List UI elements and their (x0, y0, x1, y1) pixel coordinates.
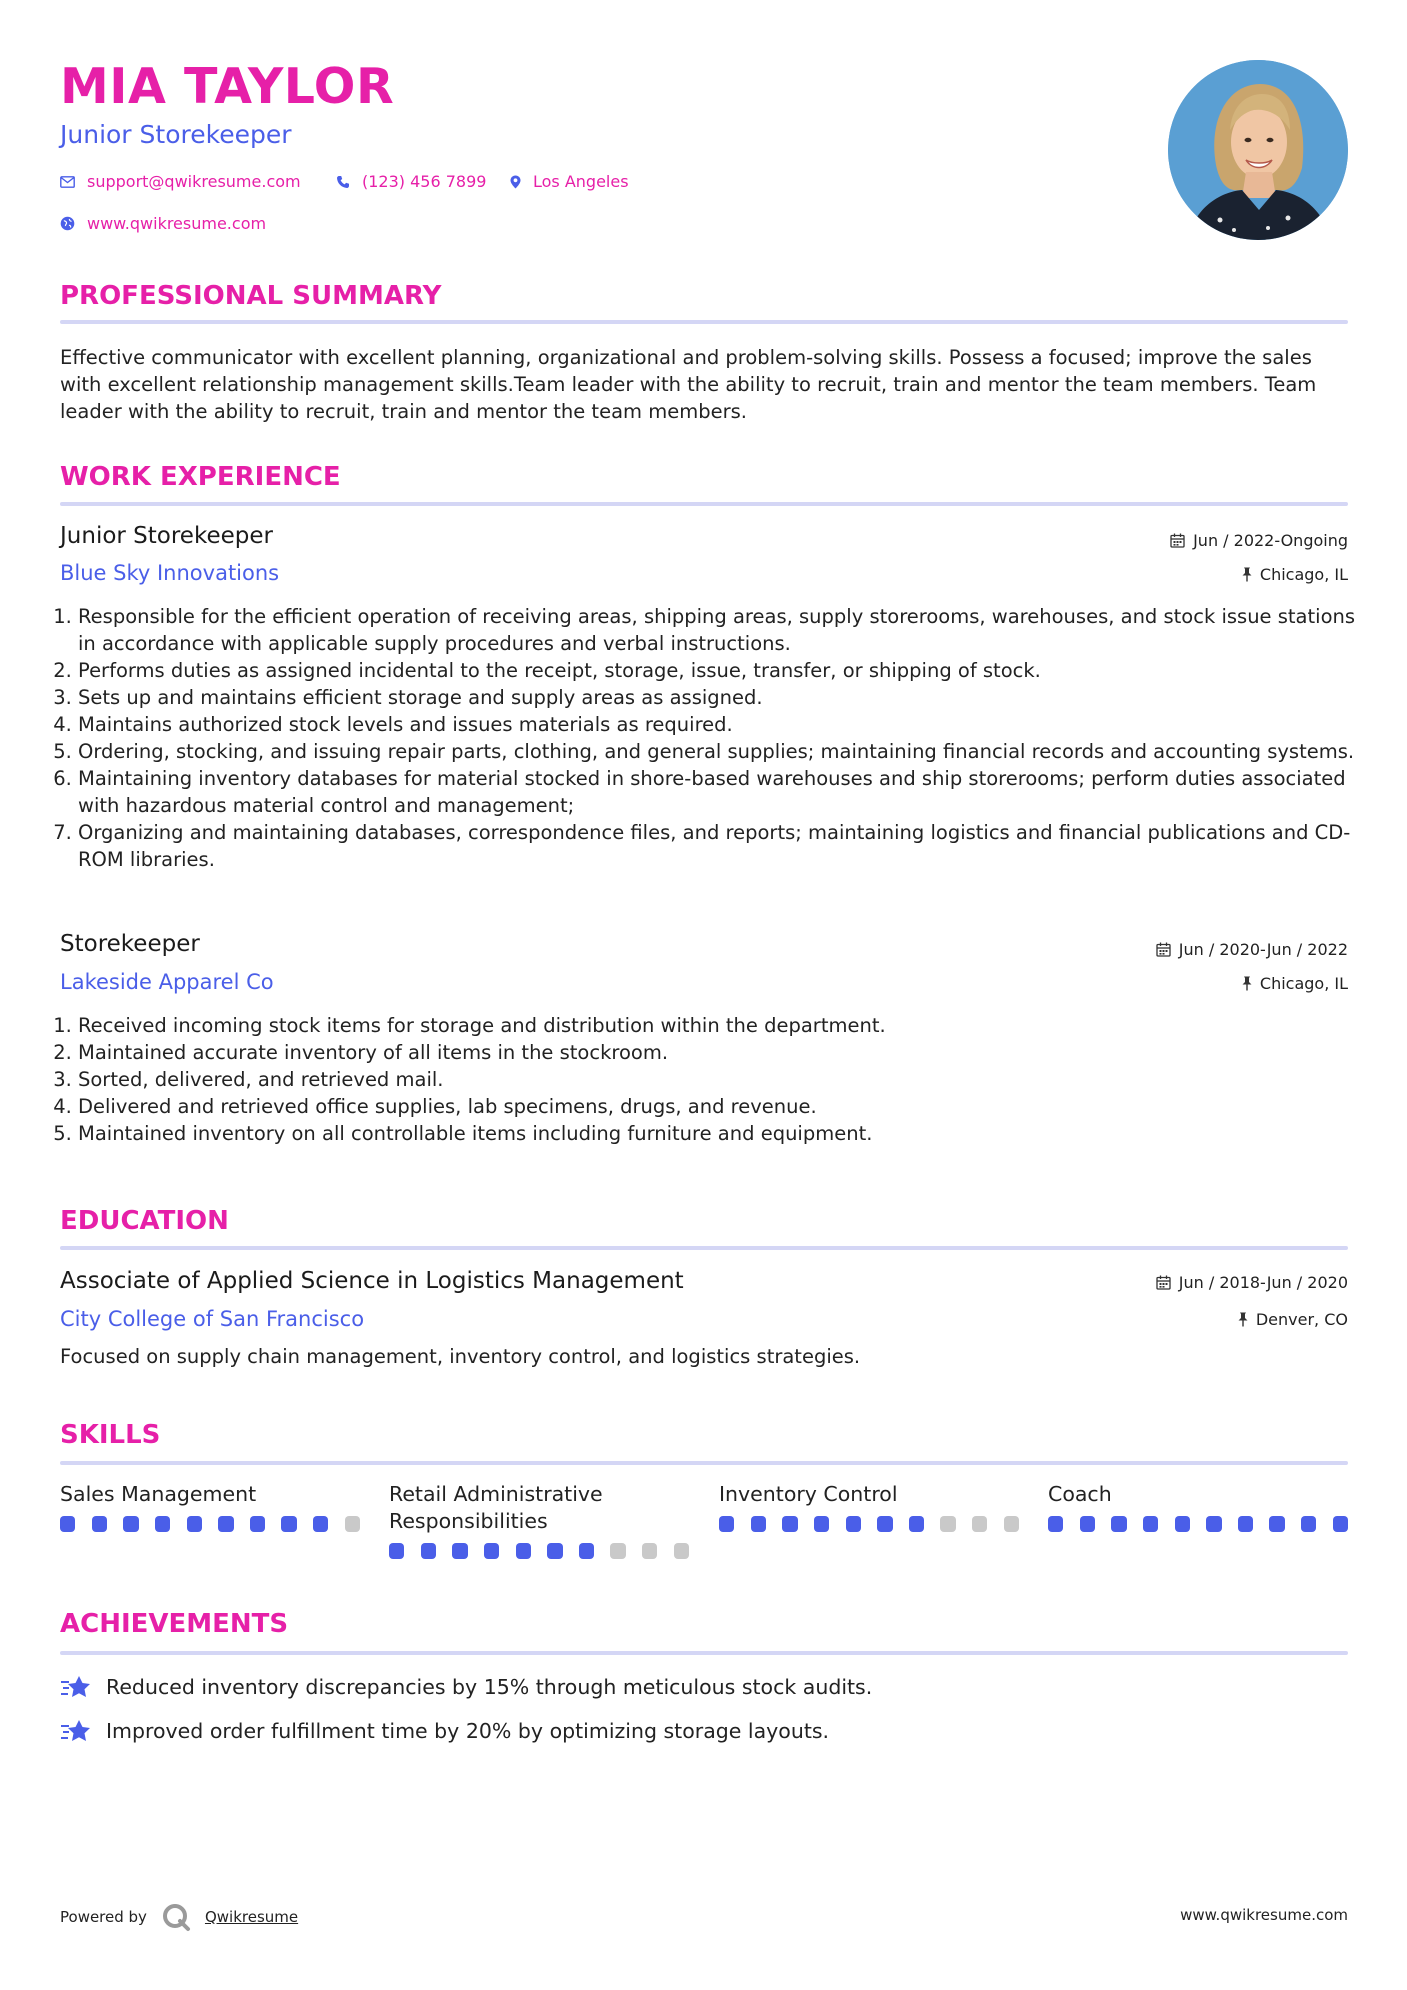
star-badge-icon (60, 1717, 92, 1745)
achievement-item (60, 1717, 829, 1745)
job-bullets (60, 603, 1366, 873)
job-title: Junior Storekeeper (60, 523, 273, 549)
rating-dot-filled (421, 1543, 436, 1559)
map-pin-icon (510, 175, 521, 189)
rating-dot-filled (877, 1516, 892, 1532)
achievement-text: Reduced inventory discrepancies by 15% through meticulous stock audits. (106, 1675, 873, 1699)
rating-dot-empty (674, 1543, 689, 1559)
job-location (1242, 565, 1348, 584)
job-dates (1170, 531, 1348, 550)
job-dates-text: Jun / 2020-Jun / 2022 (1178, 940, 1348, 959)
rating-dot-filled (751, 1516, 766, 1532)
education-location-text: Denver, CO (1255, 1310, 1348, 1329)
list-item: 2. Maintained accurate inventory of all items in the stockroom. (78, 1039, 1366, 1066)
skill-rating (60, 1516, 360, 1532)
phone-icon (336, 175, 350, 189)
rating-dot-filled (1301, 1516, 1316, 1532)
rating-dot-filled (313, 1516, 328, 1532)
degree-title: Associate of Applied Science in Logistics Management (60, 1268, 684, 1294)
job-bullets (60, 1012, 1366, 1147)
job-dates-text: Jun / 2022-Ongoing (1193, 531, 1348, 550)
rating-dot-filled (187, 1516, 202, 1532)
section-divider (60, 1651, 1348, 1655)
globe-icon (60, 216, 75, 231)
summary-text: Effective communicator with excellent planning, organizational and problem-solving skills. Possess a focused; improve the sales with excellent relationship management skills.Team leader with the ability to recruit, train and mentor the team members. Team leader with the ability to recruit, train and mentor the team members. (60, 346, 1317, 423)
qwikresume-logo-icon (161, 1902, 191, 1932)
list-item: 4. Delivered and retrieved office supplies, lab specimens, drugs, and revenue. (78, 1093, 1366, 1120)
skill-item (1048, 1481, 1348, 1532)
skill-name: Sales Management (60, 1482, 257, 1506)
skills-heading: SKILLS (60, 1420, 161, 1450)
calendar-icon (1170, 533, 1185, 548)
contact-website[interactable] (60, 214, 266, 233)
rating-dot-filled (218, 1516, 233, 1532)
contact-location (510, 172, 629, 191)
rating-dot-filled (846, 1516, 861, 1532)
rating-dot-filled (547, 1543, 562, 1559)
job-company: Lakeside Apparel Co (60, 970, 274, 994)
location-text: Los Angeles (533, 172, 629, 191)
list-item: 3. Sorted, delivered, and retrieved mail. (78, 1066, 1366, 1093)
contact-email[interactable] (60, 172, 301, 191)
rating-dot-filled (484, 1543, 499, 1559)
education-description: Focused on supply chain management, inventory control, and logistics strategies. (60, 1345, 861, 1368)
footer-website[interactable]: www.qwikresume.com (1180, 1906, 1348, 1924)
job-location-text: Chicago, IL (1259, 565, 1348, 584)
education-dates-text: Jun / 2018-Jun / 2020 (1178, 1273, 1348, 1292)
rating-dot-filled (782, 1516, 797, 1532)
job-location-text: Chicago, IL (1259, 974, 1348, 993)
rating-dot-filled (92, 1516, 107, 1532)
list-item: 4. Maintains authorized stock levels and issues materials as required. (78, 711, 1366, 738)
rating-dot-filled (1238, 1516, 1253, 1532)
rating-dot-empty (345, 1516, 360, 1532)
rating-dot-filled (155, 1516, 170, 1532)
skill-item (60, 1481, 360, 1532)
rating-dot-filled (452, 1543, 467, 1559)
rating-dot-filled (579, 1543, 594, 1559)
achievement-item (60, 1673, 872, 1701)
rating-dot-filled (60, 1516, 75, 1532)
rating-dot-filled (516, 1543, 531, 1559)
section-divider (60, 1461, 1348, 1465)
job-location (1242, 974, 1348, 993)
rating-dot-filled (250, 1516, 265, 1532)
summary-heading: PROFESSIONAL SUMMARY (60, 281, 442, 311)
skill-name: Retail Administrative Responsibilities (389, 1482, 603, 1533)
education-dates (1156, 1273, 1348, 1292)
education-location (1238, 1310, 1348, 1329)
rating-dot-filled (281, 1516, 296, 1532)
rating-dot-filled (909, 1516, 924, 1532)
rating-dot-empty (642, 1543, 657, 1559)
list-item: 6. Maintaining inventory databases for material stocked in shore-based warehouses and ship storerooms; perform duties associated with hazardous material control and management; (78, 765, 1366, 819)
skill-rating (1048, 1516, 1348, 1532)
achievement-text: Improved order fulfillment time by 20% by optimizing storage layouts. (106, 1719, 830, 1743)
rating-dot-filled (719, 1516, 734, 1532)
calendar-icon (1156, 1275, 1171, 1290)
calendar-icon (1156, 942, 1171, 957)
skill-name: Inventory Control (719, 1482, 898, 1506)
envelope-icon (60, 176, 75, 188)
rating-dot-empty (972, 1516, 987, 1532)
achievements-heading: ACHIEVEMENTS (60, 1609, 289, 1639)
rating-dot-empty (940, 1516, 955, 1532)
profile-photo (1168, 60, 1348, 240)
list-item: 1. Received incoming stock items for storage and distribution within the department. (78, 1012, 1366, 1039)
pushpin-icon (1242, 567, 1252, 582)
rating-dot-filled (389, 1543, 404, 1559)
list-item: 2. Performs duties as assigned incidental to the receipt, storage, issue, transfer, or shipping of stock. (78, 657, 1366, 684)
skill-rating (719, 1516, 1019, 1532)
candidate-role: Junior Storekeeper (60, 120, 292, 149)
section-divider (60, 1246, 1348, 1250)
list-item: 7. Organizing and maintaining databases, correspondence files, and reports; maintaining logistics and financial publications and CD-ROM libraries. (78, 819, 1366, 873)
skill-item (719, 1481, 1019, 1532)
rating-dot-filled (1333, 1516, 1348, 1532)
phone-text: (123) 456 7899 (362, 172, 487, 191)
rating-dot-filled (123, 1516, 138, 1532)
pushpin-icon (1242, 976, 1252, 991)
powered-by-label: Powered by (60, 1908, 147, 1926)
rating-dot-filled (814, 1516, 829, 1532)
qwikresume-link[interactable]: Qwikresume (204, 1908, 299, 1926)
rating-dot-filled (1269, 1516, 1284, 1532)
rating-dot-filled (1048, 1516, 1063, 1532)
resume-page (60, 0, 1356, 1990)
list-item: 1. Responsible for the efficient operation of receiving areas, shipping areas, supply storerooms, warehouses, and stock issue stations in accordance with applicable supply procedures and verbal instructions. (78, 603, 1366, 657)
list-item: 3. Sets up and maintains efficient storage and supply areas as assigned. (78, 684, 1366, 711)
rating-dot-filled (1143, 1516, 1158, 1532)
rating-dot-filled (1111, 1516, 1126, 1532)
website-text: www.qwikresume.com (87, 214, 267, 233)
job-title: Storekeeper (60, 931, 200, 957)
section-divider (60, 320, 1348, 324)
job-dates (1156, 940, 1348, 959)
skill-name: Coach (1048, 1482, 1112, 1506)
email-text: support@qwikresume.com (87, 172, 301, 191)
candidate-name: MIA TAYLOR (60, 58, 395, 115)
list-item: 5. Maintained inventory on all controllable items including furniture and equipment. (78, 1120, 1366, 1147)
school-name: City College of San Francisco (60, 1307, 365, 1331)
experience-heading: WORK EXPERIENCE (60, 462, 341, 492)
rating-dot-empty (1004, 1516, 1019, 1532)
section-divider (60, 502, 1348, 506)
star-badge-icon (60, 1673, 92, 1701)
education-heading: EDUCATION (60, 1206, 229, 1236)
rating-dot-filled (1206, 1516, 1221, 1532)
rating-dot-filled (1175, 1516, 1190, 1532)
list-item: 5. Ordering, stocking, and issuing repair parts, clothing, and general supplies; maintaining financial records and accounting systems. (78, 738, 1366, 765)
rating-dot-empty (610, 1543, 625, 1559)
job-company: Blue Sky Innovations (60, 561, 280, 585)
contact-phone[interactable] (336, 172, 486, 191)
skill-rating (389, 1543, 689, 1559)
rating-dot-filled (1080, 1516, 1095, 1532)
footer-powered-by (60, 1902, 298, 1932)
pushpin-icon (1238, 1312, 1248, 1327)
skill-item (389, 1481, 689, 1559)
